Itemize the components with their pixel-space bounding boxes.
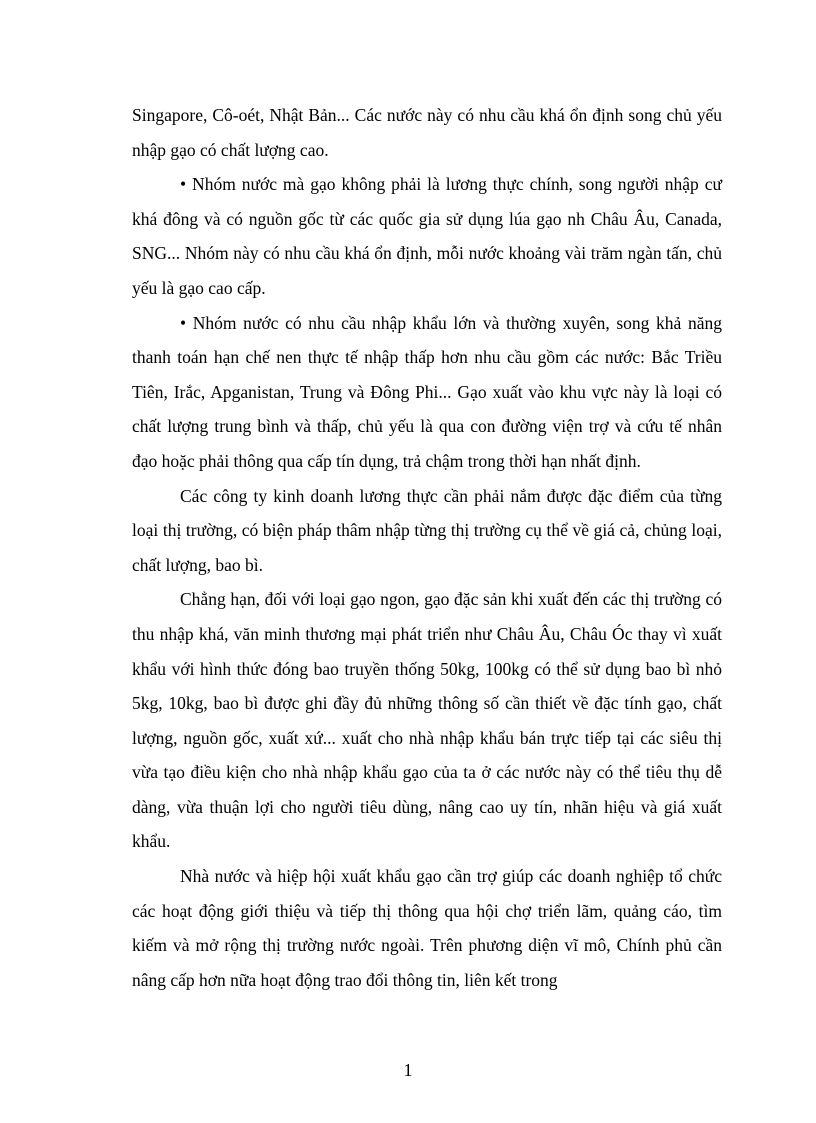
body-text	[132, 98, 722, 997]
page-number: 1	[403, 1060, 413, 1080]
paragraph-large-import-markets: • Nhóm nước có nhu cầu nhập khẩu lớn và thường xuyên, song khả năng thanh toán hạn chế nen thực tế nhập thấp hơn nhu cầu gồm các nước: Bắc Triều Tiên, Irắc, Apganistan, Trung và Đông Phi... Gạo xuất vào khu vực này là loại có chất lượng trung bình và thấp, chủ yếu là qua con đường viện trợ và cứu tế nhân đạo hoặc phải thông qua cấp tín dụng, trả chậm trong thời hạn nhất định.	[132, 312, 722, 471]
paragraph-immigrant-markets: • Nhóm nước mà gạo không phải là lương thực chính, song người nhập cư khá đông và có nguồn gốc từ các quốc gia sử dụng lúa gạo nh Châu Âu, Canada, SNG... Nhóm này có nhu cầu khá ổn định, mỗi nước khoảng vài trăm ngàn tấn, chủ yếu là gạo cao cấp.	[132, 174, 722, 298]
paragraph-importers-high-quality: Singapore, Cô-oét, Nhật Bản... Các nước này có nhu cầu khá ổn định song chủ yếu nhập gạo có chất lượng cao.	[132, 105, 722, 160]
paragraph-government-support: Nhà nước và hiệp hội xuất khẩu gạo cần trợ giúp các doanh nghiệp tổ chức các hoạt động giới thiệu và tiếp thị thông qua hội chợ triển lãm, quảng cáo, tìm kiếm và mở rộng thị trường nước ngoài. Trên phương diện vĩ mô, Chính phủ cần nâng cấp hơn nữa hoạt động trao đổi thông tin, liên kết trong	[132, 866, 722, 990]
paragraph-packaging-example: Chẳng hạn, đối với loại gạo ngon, gạo đặc sản khi xuất đến các thị trường có thu nhập khá, văn minh thương mại phát triển như Châu Âu, Châu Óc thay vì xuất khẩu với hình thức đóng bao truyền thống 50kg, 100kg có thể sử dụng bao bì nhỏ 5kg, 10kg, bao bì được ghi đầy đủ những thông số cần thiết về đặc tính gạo, chất lượng, nguồn gốc, xuất xứ... xuất cho nhà nhập khẩu bán trực tiếp tại các siêu thị vừa tạo điều kiện cho nhà nhập khẩu gạo của ta ở các nước này có thể tiêu thụ dễ dàng, vừa thuận lợi cho người tiêu dùng, nâng cao uy tín, nhãn hiệu và giá xuất khẩu.	[132, 589, 722, 852]
paragraph-market-characteristics: Các công ty kinh doanh lương thực cần phải nắm được đặc điểm của từng loại thị trường, có biện pháp thâm nhập từng thị trường cụ thể về giá cả, chủng loại, chất lượng, bao bì.	[132, 485, 722, 575]
